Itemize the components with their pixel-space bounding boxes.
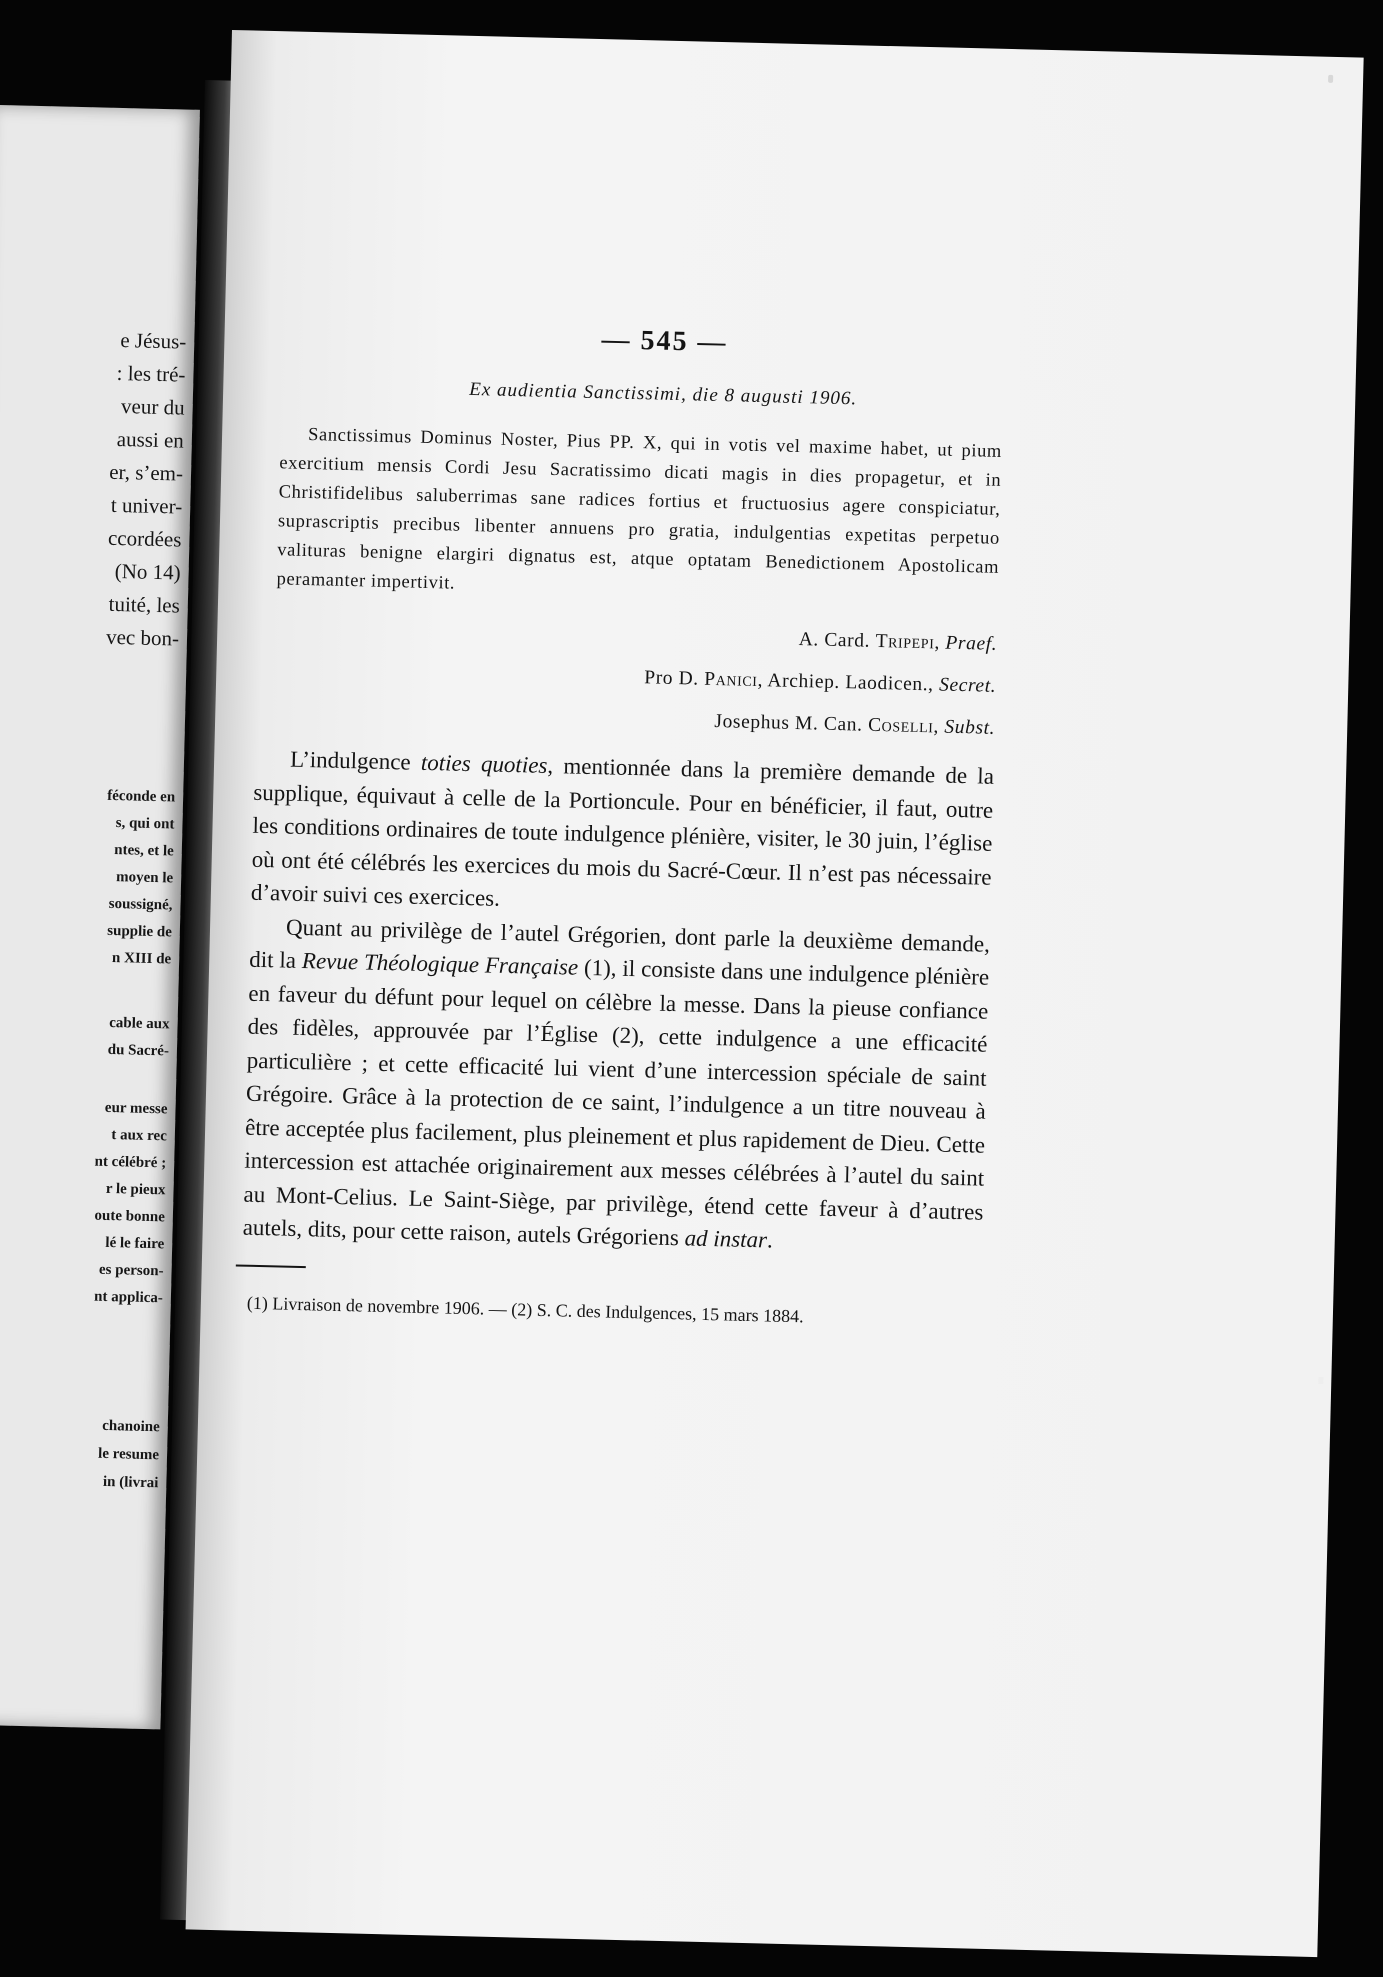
left-page-line: : les tré-: [116, 360, 186, 387]
page-content: [241, 316, 1005, 1332]
left-page-line: veur du: [120, 394, 185, 420]
signature-tripepi: A. Card. Tripepi, Praef.: [798, 629, 998, 655]
left-page-line: (No 14): [114, 558, 181, 585]
left-page-line: supplie de: [107, 922, 173, 941]
paragraph-indulgence: L’indulgence toties quoties, mentionnée dans la première demande de la supplique, équivaut à celle de la Portioncule. Pour en bénéficier, il faut, outre les conditions ordinaires de toute indulgence plénière, visiter, le 30 juin, l’église où ont été célébrés les exercices du mois du Sacré-Cœur. Il n’est pas nécessaire d’avoir suivi ces exercices.: [250, 746, 995, 911]
page-speck: [1328, 75, 1333, 83]
left-page-line: aussi en: [116, 426, 185, 453]
left-page-line: e Jésus-: [120, 328, 187, 354]
left-page-line: t aux rec: [111, 1127, 168, 1145]
page-number: — 545 —: [601, 324, 728, 359]
left-page-line: soussigné,: [108, 895, 173, 914]
right-page: [186, 30, 1364, 1957]
left-page-line: in (livrai: [102, 1473, 159, 1492]
left-page-line: lé le faire: [105, 1234, 165, 1253]
footnote: (1) Livraison de novembre 1906. — (2) S. C. des Indulgences, 15 mars 1884.: [246, 1292, 804, 1326]
left-page-line: t univer-: [110, 492, 183, 519]
left-page-line: eur messe: [104, 1099, 168, 1118]
left-page-line: nt applica-: [93, 1288, 164, 1307]
left-page-line: du Sacré-: [107, 1041, 170, 1060]
signature-coselli: Josephus M. Can. Coselli, Subst.: [714, 710, 996, 739]
left-page-line: ccordées: [107, 525, 182, 552]
left-page-line: tuité, les: [108, 591, 181, 618]
left-page-line: le resume: [97, 1445, 160, 1464]
signature-panici: Pro D. Panici, Archiep. Laodicen., Secret.: [644, 667, 997, 697]
left-page-line: nt célébré ;: [94, 1153, 167, 1172]
left-page-line: r le pieux: [105, 1180, 166, 1199]
left-page-line: oute bonne: [94, 1207, 166, 1226]
left-page-line: es person-: [98, 1261, 164, 1280]
left-page-line: chanoine: [102, 1417, 160, 1436]
paragraph-autel-gregorien: Quant au privilège de l’autel Grégorien, dont parle la deuxième demande, dit la Revue Théologique Française (1), il consiste dans une indulgence plénière en faveur du défunt pour lequel on célèbre la messe. Dans la pieuse confiance des fidèles, approuvée par l’Église (2), cette indulgence a une efficacité particulière ; et cette efficacité lui vient d’une intercession spéciale de saint Grégoire. Grâce à la protection de ce saint, l’indulgence a un titre nouveau à être acceptée plus facilement, plus pleinement et plus rapidement de Dieu. Cette intercession est attachée originairement aux messes célébrées à l’autel du saint au Mont-Celius. Le Saint-Siège, par privilège, étend cette faveur à d’autres autels, dits, pour cette raison, autels Grégoriens ad instar.: [242, 914, 991, 1253]
left-page-line: n XIII de: [111, 949, 172, 968]
page-speck: [1318, 1377, 1323, 1384]
left-page-line: féconde en: [107, 787, 176, 806]
footnote-rule: [236, 1264, 306, 1268]
left-page-line: vec bon-: [105, 624, 180, 651]
left-page-line: er, s’em-: [108, 459, 184, 486]
left-page-line: moyen le: [115, 869, 174, 887]
left-page-line: cable aux: [108, 1014, 170, 1033]
left-page-line: ntes, et le: [114, 842, 175, 860]
left-page-line: s, qui ont: [115, 815, 175, 833]
latin-decree-text: Sanctissimus Dominus Noster, Pius PP. X, qui in votis vel maxime habet, ut pium exercitium mensis Cordi Jesu Sacratissimo dicati magis in dies propagetur, et in Christifidelibus saluberrimas sane radices fortius et fructuosius agere conspiciatur, suprascriptis precibus libenter annuens pro gratia, indulgentias expetitas perpetuo valituras benigne elargiri dignatus est, atque optatam Benedictionem Apostolicam peramanter impertivit.: [276, 424, 1003, 594]
latin-heading: Ex audientia Sanctissimi, die 8 augusti 1906.: [469, 378, 858, 410]
